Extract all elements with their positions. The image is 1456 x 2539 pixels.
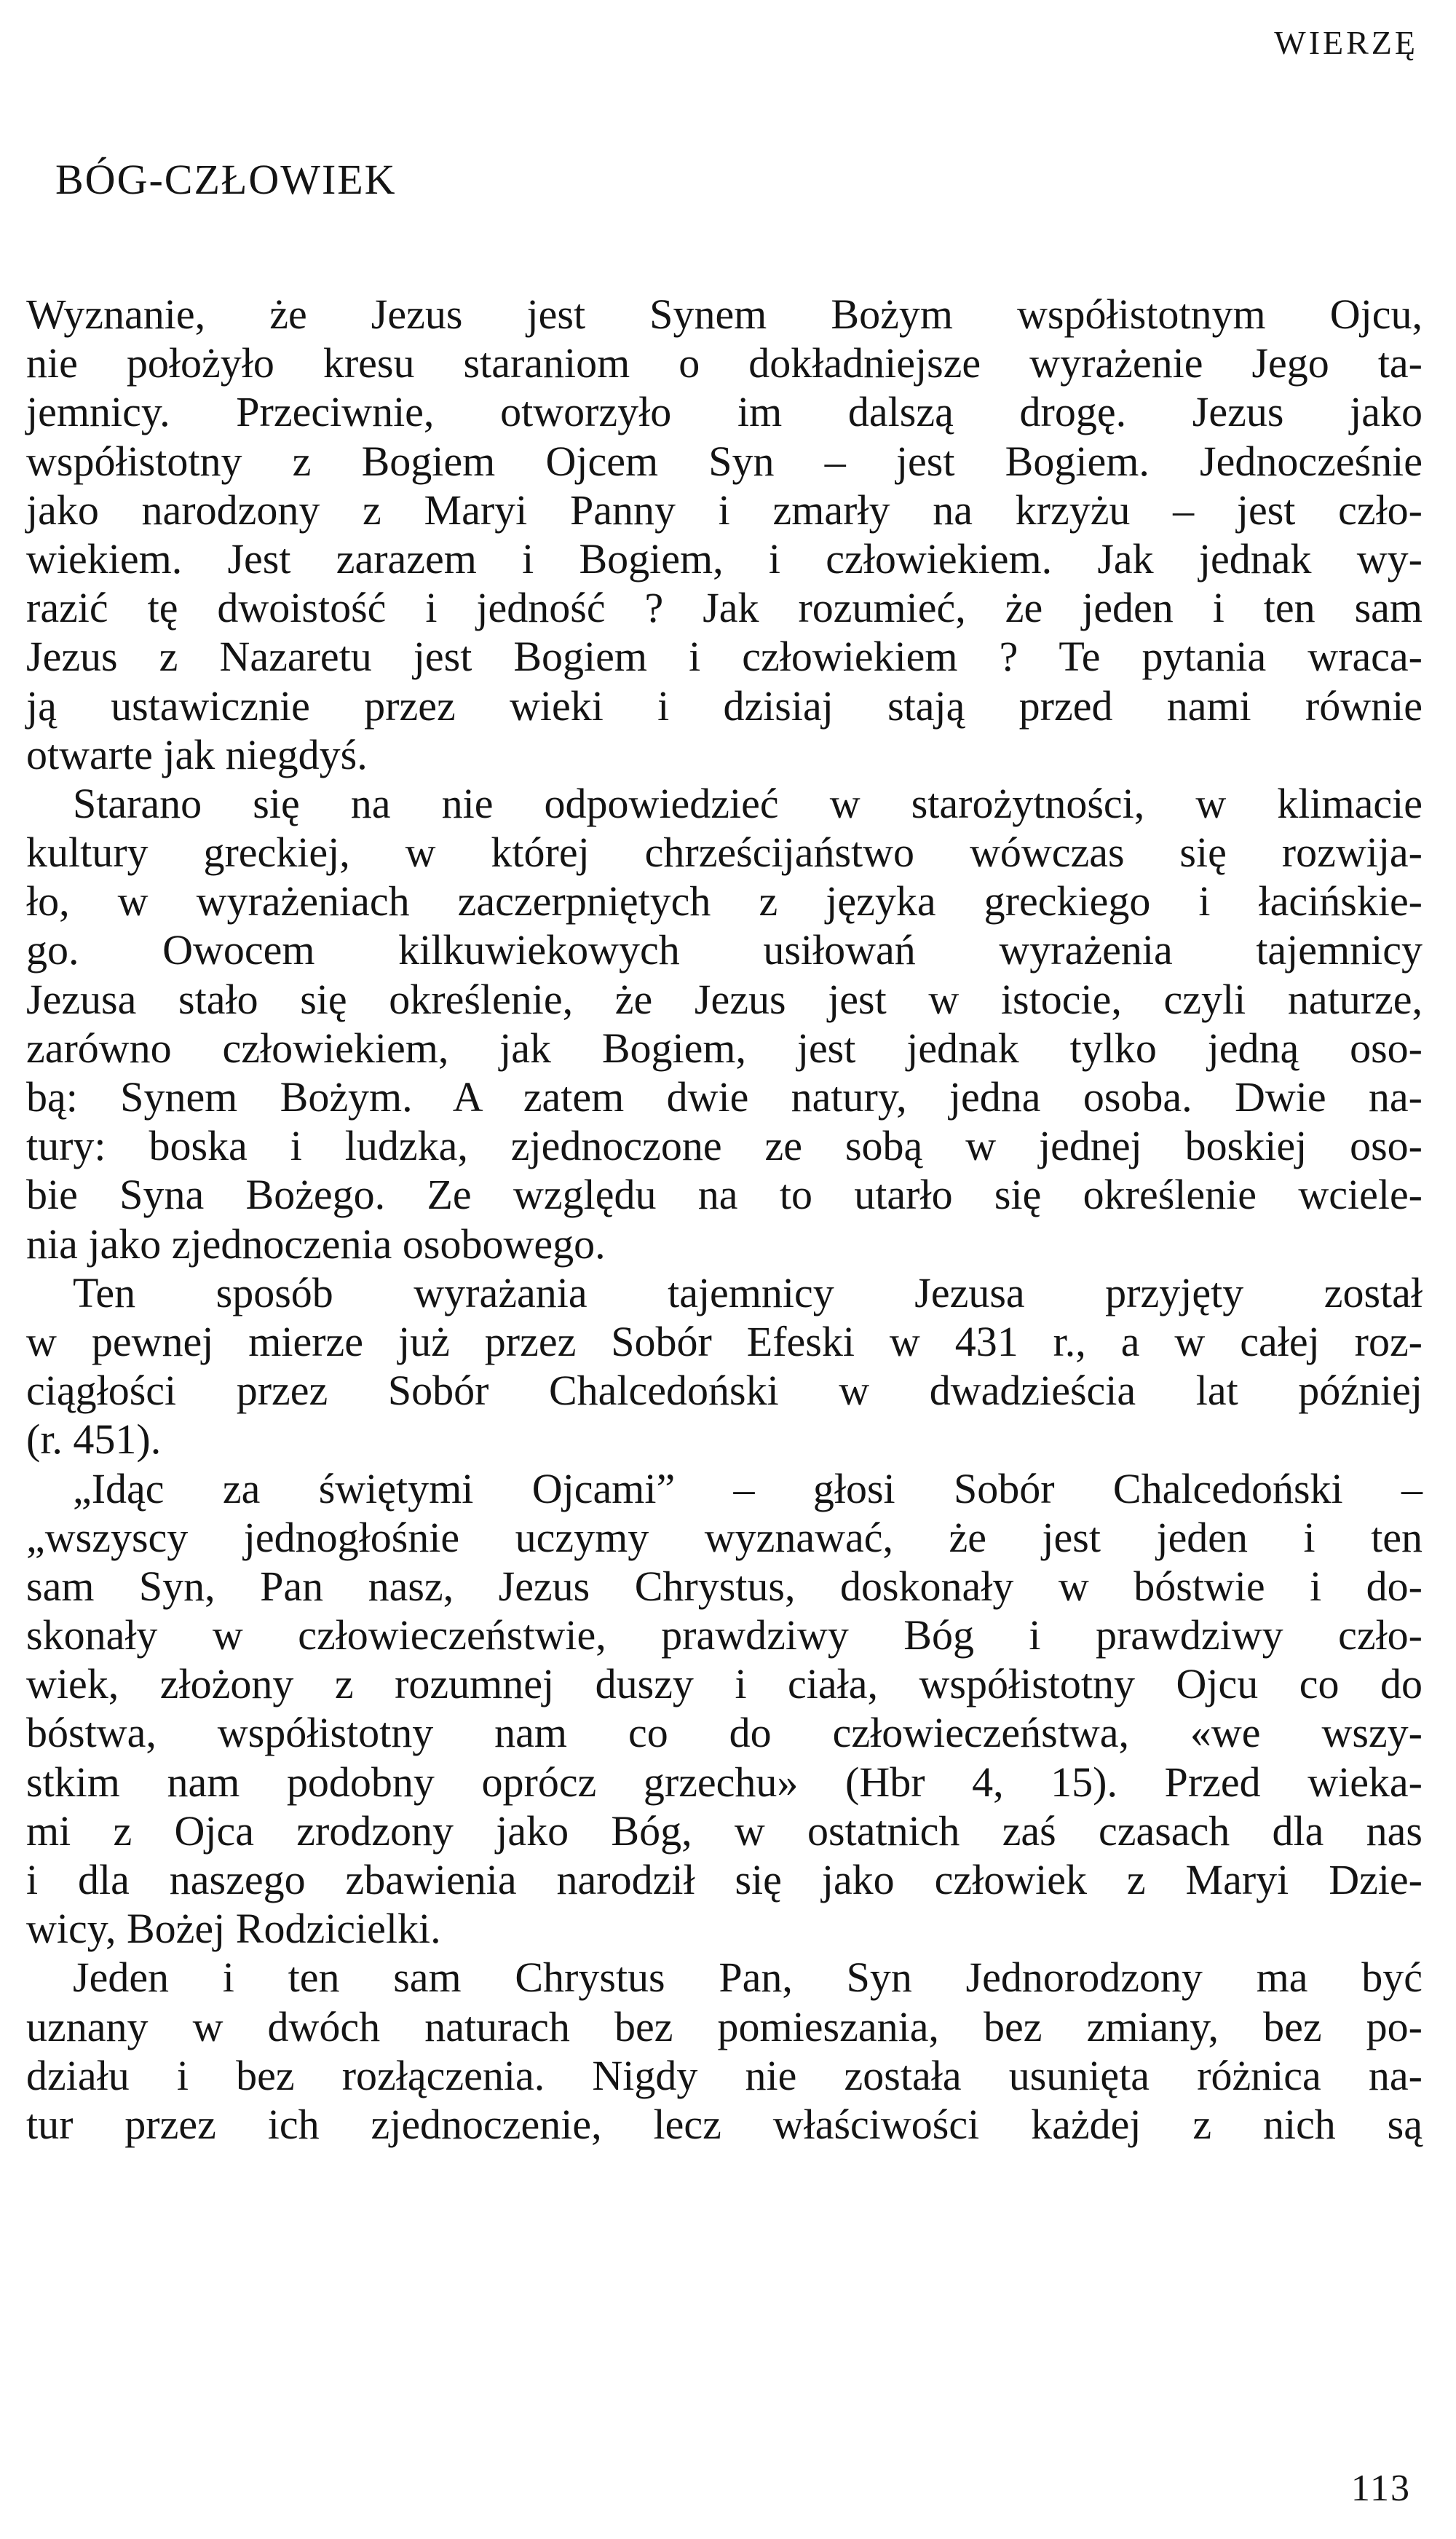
page-number: 113 (1350, 2468, 1411, 2509)
text-line: bie Syna Bożego. Ze względu na to utarło się określenie wciele- (26, 1171, 1423, 1219)
text-line: tur przez ich zjednoczenie, lecz właściwości każdej z nich są (26, 2100, 1423, 2148)
text-line: nie położyło kresu staraniom o dokładniejsze wyrażenie Jego ta- (26, 339, 1423, 387)
text-line: i dla naszego zbawienia narodził się jako człowiek z Maryi Dzie- (26, 1856, 1423, 1903)
text-line: wicy, Bożej Rodzicielki. (26, 1905, 441, 1953)
text-line: razić tę dwoistość i jedność ? Jak rozumieć, że jeden i ten sam (26, 584, 1423, 632)
text-line: działu i bez rozłączenia. Nigdy nie została usunięta różnica na- (26, 2051, 1423, 2099)
text-line: Starano się na nie odpowiedzieć w starożytności, w klimacie (73, 779, 1423, 827)
text-line: ją ustawicznie przez wieki i dzisiaj stają przed nami równie (26, 682, 1423, 730)
text-line: jemnicy. Przeciwnie, otworzyło im dalszą drogę. Jezus jako (26, 388, 1423, 436)
chapter-title: BÓG-CZŁOWIEK (55, 156, 397, 203)
text-line: „wszyscy jednogłośnie uczymy wyznawać, że jest jeden i ten (26, 1513, 1423, 1561)
text-line: sam Syn, Pan nasz, Jezus Chrystus, doskonały w bóstwie i do- (26, 1562, 1423, 1610)
text-line: Jezus z Nazaretu jest Bogiem i człowiekiem ? Te pytania wraca- (26, 633, 1423, 681)
text-line: (r. 451). (26, 1415, 162, 1464)
text-line: mi z Ojca zrodzony jako Bóg, w ostatnich zaś czasach dla nas (26, 1806, 1423, 1855)
text-line: wiekiem. Jest zarazem i Bogiem, i człowiekiem. Jak jednak wy- (26, 534, 1423, 583)
text-line: współistotny z Bogiem Ojcem Syn – jest Bogiem. Jednocześnie (26, 437, 1423, 485)
text-line: ło, w wyrażeniach zaczerpniętych z języka greckiego i łacińskie- (26, 877, 1423, 925)
text-line: otwarte jak niegdyś. (26, 730, 368, 778)
text-line: Jezusa stało się określenie, że Jezus jest w istocie, czyli naturze, (26, 975, 1423, 1023)
text-line: nia jako zjednoczenia osobowego. (26, 1220, 606, 1268)
body-text (26, 290, 1423, 2149)
text-line: stkim nam podobny oprócz grzechu» (Hbr 4, 15). Przed wieka- (26, 1758, 1423, 1806)
text-line: ciągłości przez Sobór Chalcedoński w dwadzieścia lat później (26, 1367, 1423, 1415)
text-line: Jeden i ten sam Chrystus Pan, Syn Jednorodzony ma być (73, 1954, 1423, 2002)
text-line: kultury greckiej, w której chrześcijaństwo wówczas się rozwija- (26, 829, 1423, 877)
text-line: wiek, złożony z rozumnej duszy i ciała, współistotny Ojcu co do (26, 1660, 1423, 1708)
text-line: „Idąc za świętymi Ojcami” – głosi Sobór Chalcedoński – (73, 1464, 1423, 1512)
text-line: Wyznanie, że Jezus jest Synem Bożym współistotnym Ojcu, (26, 291, 1423, 338)
text-line: jako narodzony z Maryi Panny i zmarły na krzyżu – jest czło- (26, 486, 1423, 534)
text-line: go. Owocem kilkuwiekowych usiłowań wyrażenia tajemnicy (26, 926, 1423, 974)
text-line: Ten sposób wyrażania tajemnicy Jezusa przyjęty został (73, 1268, 1423, 1316)
text-line: skonały w człowieczeństwie, prawdziwy Bóg i prawdziwy czło- (26, 1611, 1423, 1659)
text-line: bą: Synem Bożym. A zatem dwie natury, jedna osoba. Dwie na- (26, 1073, 1423, 1121)
text-line: bóstwa, współistotny nam co do człowieczeństwa, «we wszy- (26, 1709, 1423, 1757)
running-header: WIERZĘ (1274, 24, 1418, 61)
text-line: uznany w dwóch naturach bez pomieszania, bez zmiany, bez po- (26, 2002, 1423, 2050)
text-line: w pewnej mierze już przez Sobór Efeski w 431 r., a w całej roz- (26, 1317, 1423, 1365)
text-line: tury: boska i ludzka, zjednoczone ze sobą w jednej boskiej oso- (26, 1122, 1423, 1170)
text-line: zarówno człowiekiem, jak Bogiem, jest jednak tylko jedną oso- (26, 1024, 1423, 1072)
